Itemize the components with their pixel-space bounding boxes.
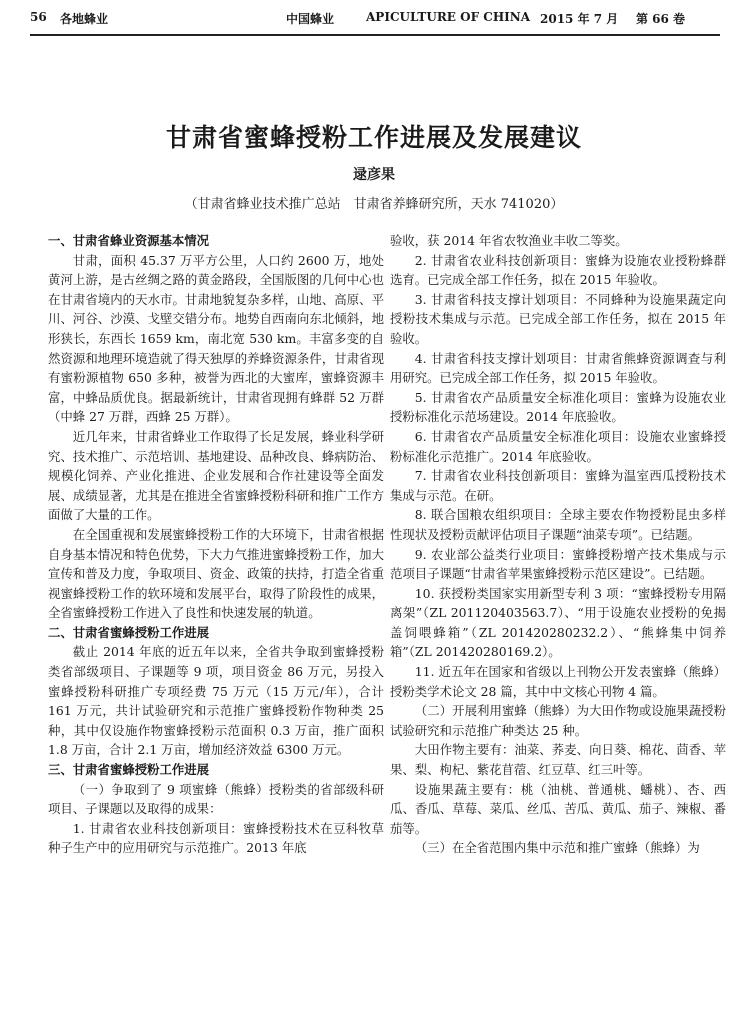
- list-item: 8. 联合国粮农组织项目：全球主要农作物授粉昆虫多样性现状及授粉贡献评估项目子课题“油菜专项”。已结题。: [390, 507, 726, 542]
- paragraph: 1. 甘肃省农业科技创新项目：蜜蜂授粉技术在豆科牧草种子生产中的应用研究与示范推广。2013 年底: [48, 820, 384, 856]
- section-heading-2: 二、甘肃省蜜蜂授粉工作进展: [48, 624, 210, 640]
- volume-number: 第 66 卷: [636, 12, 686, 26]
- section-heading-3: 三、甘肃省蜜蜂授粉工作进展: [48, 762, 210, 778]
- paragraph: （二）开展利用蜜蜂（熊蜂）为大田作物或设施果蔬授粉试验研究和示范推广种类达 25 种。: [390, 703, 726, 738]
- list-item: 7. 甘肃省农业科技创新项目：蜜蜂为温室西瓜授粉技术集成与示范。在研。: [390, 468, 726, 503]
- issue-date: 2015 年 7 月: [540, 12, 619, 26]
- list-item: 10. 获授粉类国家实用新型专利 3 项：“蜜蜂授粉专用隔离架”（ZL 201120403563.7）、“用于设施农业授粉的免揭盖饲喂蜂箱”（ZL 201420280232.2）、“熊蜂集中饲养箱”（ZL 201420280169.2）。: [390, 585, 726, 660]
- page-number: 56: [30, 10, 47, 24]
- list-item: 2. 甘肃省农业科技创新项目：蜜蜂为设施农业授粉蜂群选育。已完成全部工作任务，拟在 2015 年验收。: [390, 252, 726, 288]
- list-item: 3. 甘肃省科技支撑计划项目：不同蜂种为设施果蔬定向授粉技术集成与示范。已完成全部工作任务，拟在 2015 年验收。: [390, 291, 726, 346]
- list-item: 4. 甘肃省科技支撑计划项目：甘肃省熊蜂资源调查与利用研究。已完成全部工作任务，拟 2015 年验收。: [390, 350, 726, 386]
- article-affiliation: （甘肃省蜂业技术推广总站 甘肃省养蜂研究所，天水 741020）: [184, 197, 564, 212]
- running-header: [30, 8, 720, 38]
- section-heading-1: 一、甘肃省蜂业资源基本情况: [48, 233, 210, 248]
- article-author: 逯彦果: [353, 167, 395, 183]
- list-item: 6. 甘肃省农产品质量安全标准化项目：设施农业蜜蜂授粉标准化示范推广。2014 年底验收。: [390, 428, 726, 464]
- paragraph: 大田作物主要有：油菜、荞麦、向日葵、棉花、茴香、苹果、梨、枸杞、紫花苜蓿、红豆草、红三叶等。: [390, 742, 726, 778]
- list-item: 11. 近五年在国家和省级以上刊物公开发表蜜蜂（熊蜂）授粉类学术论文 28 篇，其中中文核心刊物 4 篇。: [390, 664, 726, 699]
- section-name: 各地蜂业: [60, 12, 109, 26]
- list-item: 9. 农业部公益类行业项目：蜜蜂授粉增产技术集成与示范项目子课题“甘肃省苹果蜜蜂授粉示范区建设”。已结题。: [390, 546, 726, 582]
- left-column: [48, 231, 384, 858]
- paragraph: （三）在全省范围内集中示范和推广蜜蜂（熊蜂）为: [414, 840, 700, 856]
- paragraph: 近几年来，甘肃省蜂业工作取得了长足发展，蜂业科学研究、技术推广、示范培训、基地建设、品种改良、蜂病防治、规模化饲养、产业化推进、企业发展和合作社建设等全面发展、成绩显著，尤其是在推进全省蜜蜂授粉科研和推广工作方面做了大量的工作。: [48, 428, 384, 523]
- paragraph: 截止 2014 年底的近五年以来，全省共争取到蜜蜂授粉类省部级项目、子课题等 9 项，项目资金 86 万元，另投入蜜蜂授粉科研推广专项经费 75 万元（15 万元/年），合计 161 万元，共计试验研究和示范推广蜜蜂授粉作物种类 25 种，其中仅设施作物蜜蜂授粉示范面积 0.3 万亩，推广面积 1.8 万亩，合计 2.1 万亩，增加经济效益 6300 万元。: [48, 644, 384, 758]
- paragraph: （一）争取到了 9 项蜜蜂（熊蜂）授粉类的省部级科研项目、子课题以及取得的成果：: [48, 781, 384, 817]
- paragraph: 设施果蔬主要有：桃（油桃、普通桃、蟠桃）、杏、西瓜、香瓜、草莓、菜瓜、丝瓜、苦瓜、黄瓜、茄子、辣椒、番茄等。: [390, 781, 726, 836]
- right-column: [390, 231, 726, 858]
- journal-name-cn: 中国蜂业: [286, 12, 335, 26]
- paragraph-continued: 验收，获 2014 年省农牧渔业丰收二等奖。: [390, 233, 628, 248]
- journal-name-en: APICULTURE OF CHINA: [366, 10, 531, 24]
- article-title: 甘肃省蜜蜂授粉工作进展及发展建议: [165, 123, 582, 152]
- header-rule: [30, 34, 720, 36]
- paragraph: 甘肃，面积 45.37 万平方公里，人口约 2600 万，地处黄河上游，是古丝绸之路的黄金路段，全国版图的几何中心也在甘肃省境内的天水市。甘肃地貌复杂多样，山地、高原、平川、河谷、沙漠、戈壁交错分布。地势自西南向东北倾斜，地形狭长，东西长 1659 km，南北宽 530 km。丰富多变的自然资源和地理环境造就了得天独厚的养蜂资源条件，甘肃省现有蜜粉源植物 650 多种，被誉为西北的大蜜库，蜜蜂资源丰富，中蜂品质优良。据最新统计，甘肃省现拥有蜂群 52 万群（中蜂 27 万群，西蜂 25 万群）。: [48, 252, 384, 425]
- list-item: 5. 甘肃省农产品质量安全标准化项目：蜜蜂为设施农业授粉标准化示范场建设。2014 年底验收。: [390, 389, 726, 425]
- paragraph: 在全国重视和发展蜜蜂授粉工作的大环境下，甘肃省根据自身基本情况和特色优势，下大力气推进蜜蜂授粉工作，加大宣传和普及力度，争取项目、资金、政策的扶持，打造全省重视蜜蜂授粉工作的软环境和发展平台，取得了阶段性的成果，全省蜜蜂授粉工作进入了良性和快速发展的轨道。: [48, 526, 384, 621]
